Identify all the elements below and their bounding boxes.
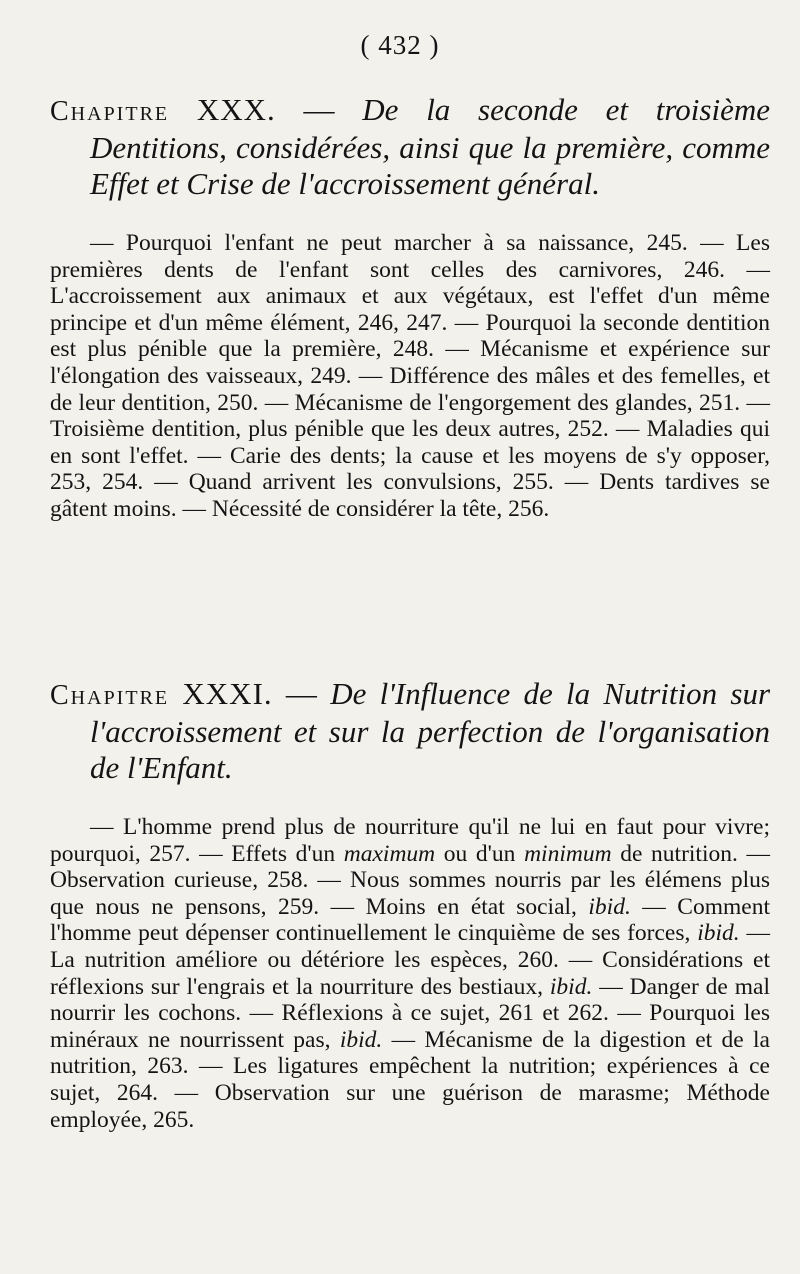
summary-text: — Comment l'homme peut dépenser continuellement le cinquième de ses forces, — [50, 893, 770, 947]
chapter-summary: — Pourquoi l'enfant ne peut marcher à sa naissance, 245. — Les premières dents de l'enfant sont celles des carnivores, 246. — L'accroissement aux animaux et aux végétaux, est l'effet d'un même principe et d'un même élément, 246, 247. — Pourquoi la seconde dentition est plus pénible que la première, 248. — Mécanisme et expérience sur l'élongation des vaisseaux, 249. — Différence des mâles et des femelles, et de leur dentition, 250. — Mécanisme de l'engorgement des glandes, 251. — Troisième dentition, plus pénible que les deux autres, 252. — Maladies qui en sont l'effet. — Carie des dents; la cause et les moyens de s'y opposer, 253, 254. — Quand arrivent les convulsions, 255. — Dents tardives se gâtent moins. — Nécessité de considérer la tête, 256. — [50, 230, 770, 522]
summary-emphasis: ibid. — [588, 893, 631, 920]
chapter-title: De l'Influence de la Nutrition sur l'accroissement et sur la perfection de l'organisation de l'Enfant. — [90, 676, 771, 785]
chapter-label: Chapitre — [50, 96, 170, 127]
summary-text: — L'homme prend plus de nourriture qu'il ne lui en faut pour vivre; pourquoi, 257. — Effets d'un — [50, 814, 770, 867]
summary-emphasis: minimum — [524, 840, 612, 867]
summary-text: — Mécanisme de la digestion et de la nutrition, 263. — Les ligatures empêchent la nutrition; expériences à ce sujet, 264. — Observation sur une guérison de marasme; Méthode employée, 265. — [50, 1026, 770, 1133]
heading-dash: — — [275, 92, 363, 127]
heading-dash: — — [272, 676, 331, 711]
summary-emphasis: maximum — [343, 840, 436, 867]
chapter-xxx — [50, 92, 770, 523]
chapter-xxxi — [50, 676, 770, 1133]
summary-text: ou d'un — [435, 840, 525, 867]
summary-text: — Danger de mal nourrir les cochons. — Réflexions à ce sujet, 261 et 262. — Pourquoi les minéraux ne nourrissent pas, — [50, 973, 770, 1053]
summary-emphasis: ibid. — [697, 920, 740, 947]
chapter-heading — [50, 676, 770, 786]
chapter-label: Chapitre — [50, 680, 170, 711]
summary-emphasis: ibid. — [549, 973, 593, 1000]
summary-text: de nutrition. — Observation curieuse, 258. — Nous sommes nourris par les élémens plus que nous ne pensons, 259. — Moins en état social, — [50, 840, 771, 920]
chapter-summary — [50, 814, 770, 1133]
summary-text: — La nutrition améliore ou détériore les espèces, 260. — Considérations et réflexions sur l'engrais et la nourriture des bestiaux, — [50, 920, 770, 1000]
chapter-number: XXX. — [196, 92, 276, 127]
summary-emphasis: ibid. — [339, 1026, 383, 1053]
chapter-heading — [50, 92, 770, 202]
chapter-title: De la seconde et troisième Dentitions, considérées, ainsi que la première, comme Effet et Crise de l'accroissement général. — [90, 92, 770, 201]
chapter-number: XXXI. — [182, 676, 273, 711]
page-number: ( 432 ) — [360, 30, 440, 60]
